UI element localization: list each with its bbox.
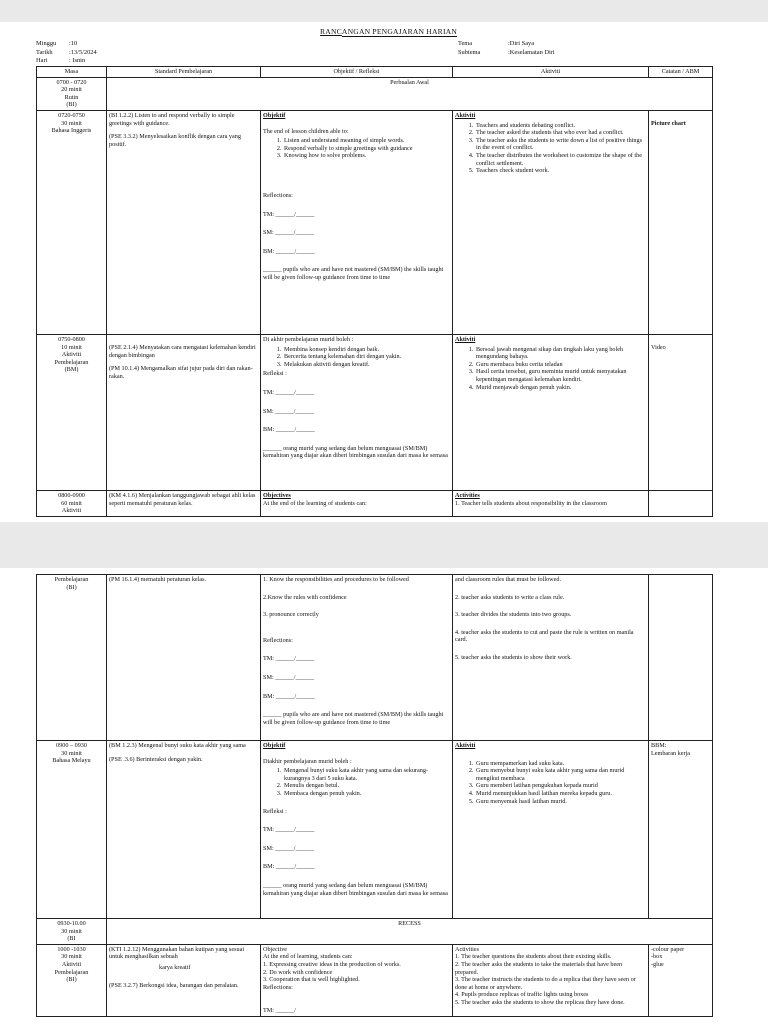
lesson-table-2 (36, 574, 713, 1017)
table-header (37, 67, 713, 78)
objective-cell: Objective At the end of learning, students can: 1. Expressing creative ideas in the production of works. 2. Do work with confidence 3. Cooperation that is well highlighted. Reflections: TM: ______/ (261, 944, 453, 1016)
objective-cell: Di akhir pembelajaran murid boleh : 1. Membina konsep kendiri dengan baik. 2. Bercerita tentang kelemahan diri dengan yakin. 3. Melakukan aktiviti dengan kreatif. Refleksi : TM: ______/______ SM: ______/______ BM: ______/______ ______ orang murid yang sedang dan belum menguasai (SM/BM) kemahiran yang diajar akan diberi bimbingan susulan dari masa ke semasa (261, 334, 453, 490)
table-row (37, 334, 713, 490)
table-row (37, 919, 713, 945)
perbualan-awal: Perbualan Awal (107, 77, 713, 110)
standard-cell: (PSE 2.1.4) Menyatakan cara mengatasi kelemahan kendiri dengan bimbingan (PM 10.1.4) Mengamalkan sifat jujur pada diri dan rakan-rakan. (107, 334, 261, 490)
meta-left: Minggu :10 Tarikh :13/5/2024 Hari : Isnin (36, 40, 97, 65)
col-catatan: Catatan / ABM (649, 67, 713, 78)
time-cell: 0800-0900 60 minit Aktiviti (37, 490, 107, 516)
col-standard: Standard Pembelajaran (107, 67, 261, 78)
table-row (37, 741, 713, 919)
activity-cell: Activities 1. Teacher tells students about responsibility in the classroom (453, 490, 649, 516)
time-cell: 1000 -1030 30 minit Aktiviti Pembelajaran (BI) (37, 944, 107, 1016)
table-row (37, 110, 713, 334)
note-cell: BBM: Lembaran kerja (649, 741, 713, 919)
time-cell: 0930-10.00 30 minit (BI (37, 919, 107, 945)
document-title: RANCANGAN PENGAJARAN HARIAN (320, 27, 458, 36)
table-row (37, 490, 713, 516)
standard-cell: (BI 1.2.2) Listen to and respond verbally to simple greetings with guidance. (PSE 3.3.2) Menyelesaikan konflik dengan cara yang positif. (107, 110, 261, 334)
col-aktiviti: Aktiviti (453, 67, 649, 78)
lesson-plan-page-1 (0, 22, 768, 522)
objective-cell: Objektif Diakhir pembelajaran murid boleh : 1. Mengenal bunyi suku kata akhir yang sama dan sekurang-kurangnya 3 dari 5 suku kata. 2. Menulis dengan betul. 3. Membaca dengan penuh yakin. Refleksi : TM: ______/______ SM: ______/______ BM: ______/______ ______ orang murid yang sedang dan belum menguasai (SM/BM) kemahiran yang diajar akan diberi bimbingan susulan dari masa ke semasa (261, 741, 453, 919)
activity-cell: Aktiviti 1. Bersoal jawab mengenai sikap dan tingkah laku yang boleh mengundang bahaya. 2. Guru membaca buku cerita teladan 3. Hasil cerita tersebut, guru meminta murid untuk menyatakan kepentingan mengatasi kelemahan kendiri. 4. Murid menjawab dengan penuh yakin. (453, 334, 649, 490)
standard-cell: (KM 4.1.6) Menjalankan tanggungjawab sebagai ahli kelas seperti mematuhi peraturan kelas. (107, 490, 261, 516)
time-cell: 0900 – 0930 30 minit Bahasa Melayu (37, 741, 107, 919)
time-cell: 0720-0750 30 minit Bahasa Inggeris (37, 110, 107, 334)
objective-cell: 1. Know the responsibilities and procedures to be followed 2.Know the rules with confidence 3. pronounce correctly Reflections: TM: ______/______ SM: ______/______ BM: ______/______ ______ pupils who are and have not mastered (SM/BM) the skills taught will be given follow-up guidance from time to time (261, 575, 453, 741)
table-row (37, 77, 713, 110)
table-row (37, 944, 713, 1016)
standard-cell: (BM 1.2.3) Mengenal bunyi suku kata akhir yang sama (PSE .3.6) Berinteraksi dengan yakin. (107, 741, 261, 919)
time-cell: 0700 - 0720 20 minit Rutin (BI) (37, 77, 107, 110)
time-cell: 0750-0800 10 minit Aktiviti Pembelajaran (BM) (37, 334, 107, 490)
meta-right: Tema :Diri Saya Subtema :Keselamatan Diri (458, 40, 555, 56)
standard-cell: (KTI 1.2.12) Menggunakan bahan kutipan yang sesuai untuk menghasilkan sebuah karya kreatif (PSE 3.2.7) Berkongsi idea, barangan dan peralatan. (107, 944, 261, 1016)
activity-cell: and classroom rules that must be followed. 2. teacher asks students to write a class rule. 3. teacher divides the students into two groups. 4. teacher asks the students to cut and paste the rule is written on manila card. 5. teacher asks the students to show their work. (453, 575, 649, 741)
table-row (37, 575, 713, 741)
activity-cell: Aktiviti 1. Teachers and students debating conflict. 2. The teacher asked the students that who ever had a conflict. 3. The teacher asks the students to write down a list of positive things in the event of conflict. 4. The teacher distributes the worksheet to customize the shape of the conflict settlement. 5. Teachers check student work. (453, 110, 649, 334)
time-cell: Pembelajaran (BI) (37, 575, 107, 741)
lesson-plan-page-2 (0, 568, 768, 1024)
objective-cell: Objectives At the end of the learning of students can: (261, 490, 453, 516)
objective-cell: Objektif The end of lesson children able to: 1. Listen and understand meaning of simple words. 2. Respond verbally to simple greetings with guidance 3. Knowing how to solve problems. Reflections: TM: ______/______ SM: ______/______ BM: ______/______ ______ pupils who are and have not mastered (SM/BM) the skills taught will be given follow-up guidance from time to time (261, 110, 453, 334)
recess-cell: RECESS (107, 919, 713, 945)
note-cell (649, 575, 713, 741)
col-masa: Masa (37, 67, 107, 78)
col-objektif: Objektif / Refleksi (261, 67, 453, 78)
activity-cell: Activities 1. The teacher questions the students about their existing skills. 2. The teacher asks the students to take the materials that have been prepared. 3. The teacher instructs the students to do a replica that they have seen or done at home or anywhere. 4. Pupils produce replicas of traffic lights using boxes 5. The teacher asks the students to show the replicas they have done. (453, 944, 649, 1016)
lesson-table-1 (36, 66, 713, 517)
note-cell (649, 490, 713, 516)
activity-cell: Aktiviti 1. Guru mempamerkan kad suku kata. 2. Guru menyebut bunyi suku kata akhir yang sama dan murid mengikut membaca 3. Guru memberi latihan pengukuhan kepada murid 4. Murid menunjukkan hasil latihan mereka kepadu guru. 5. Guru menyemak hasil latihan murid. (453, 741, 649, 919)
note-cell: Picture chart (649, 110, 713, 334)
note-cell: -colour paper -box -glue (649, 944, 713, 1016)
note-cell: Video (649, 334, 713, 490)
standard-cell: (PM 16.1.4) mematuhi peraturan kelas. (107, 575, 261, 741)
